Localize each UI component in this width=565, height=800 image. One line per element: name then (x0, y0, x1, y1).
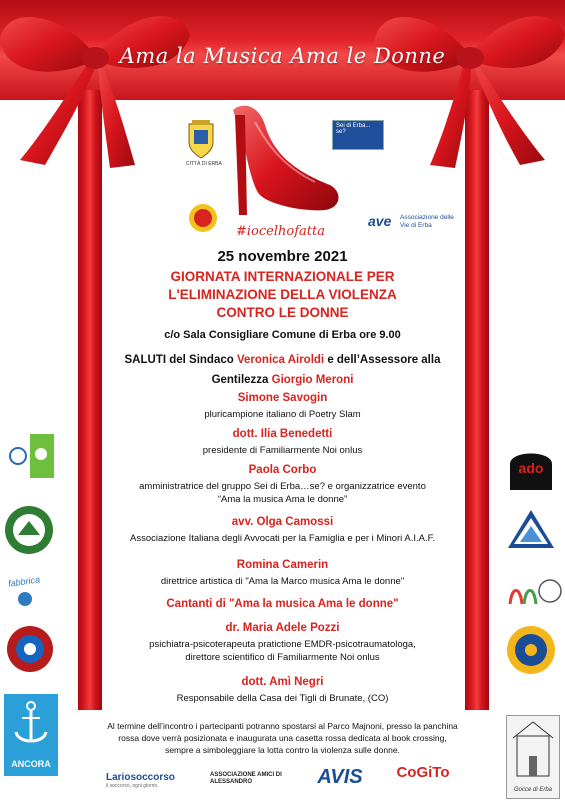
anchor-icon (4, 694, 58, 754)
lariosoccorso-label: Lariosoccorso (106, 772, 175, 783)
speaker-desc: pluricampione italiano di Poetry Slam (204, 409, 361, 420)
venue: c/o Sala Consigliare Comune di Erba ore 9.00 (164, 329, 401, 341)
speaker-8 (95, 676, 470, 705)
cogito-logo (388, 764, 458, 796)
speaker-name: avv. Olga Camossi (231, 516, 334, 528)
speaker-5 (95, 559, 470, 588)
badge-seal-icon (188, 203, 218, 233)
saluti-middle: e dell’Assessore alla (324, 354, 441, 366)
lariosoccorso-sub: il soccorso, ogni giorno. (106, 783, 159, 789)
citta-di-erba-crest-icon (186, 118, 216, 160)
sei-di-erba-label: Sei di Erba... se? (336, 123, 371, 135)
speaker-name: Paola Corbo (248, 464, 317, 476)
volontariato-logo-icon (6, 625, 54, 673)
citta-di-erba-label: CITTÀ DI ERBA (186, 161, 222, 167)
fabbrica-logo (8, 570, 48, 620)
fabbrica-label: fabbrica (7, 574, 41, 589)
speaker-name: Simone Savogin (237, 392, 328, 404)
saluti (95, 350, 470, 390)
speaker-desc: amministratrice del gruppo Sei di Erba…se? e organizzatrice evento (139, 481, 426, 492)
speaker-4 (95, 516, 470, 545)
ancora-label: ANCORA (11, 759, 51, 769)
headline-line-1: GIORNATA INTERNAZIONALE PER (170, 269, 395, 284)
sei-di-erba-logo (332, 120, 384, 150)
amici-label: ASSOCIAZIONE AMICI DI ALESSANDRO (210, 772, 282, 785)
lariosoccorso-logo (106, 766, 191, 796)
banner-title: Ama la Musica Ama le Donne (119, 44, 446, 68)
speaker-name: Cantanti di "Ama la musica Ama le donne" (166, 598, 399, 610)
speaker-desc: Associazione Italiana degli Avvocati per la Famiglia e per i Minori A.I.A.F. (129, 533, 436, 544)
building-icon (507, 716, 559, 782)
speaker-name: dr. Maria Adele Pozzi (225, 622, 340, 634)
bow-right-icon (375, 0, 565, 170)
speaker-desc: direttrice artistica di "Ama la Marco musica Ama le donne" (160, 576, 405, 587)
ado-logo (508, 440, 554, 492)
footnote: Al termine dell’incontro i partecipanti potranno spostarsi al Parco Majnoni, presso la panchina rossa dove verrà posizionata e inaugurata una casetta rossa dedicata al book crossing, sempre a simboleggiare la lotta contro la violenza sulle donne. (107, 721, 458, 755)
gocce-logo (506, 715, 560, 799)
speaker-2 (95, 428, 470, 457)
speaker-3 (95, 464, 470, 506)
ave-mark: ave (368, 213, 392, 229)
figures-logo-icon (506, 576, 564, 606)
headline (95, 268, 470, 322)
alpini-logo-icon (4, 505, 54, 555)
speaker-desc: presidente di Familiarmente Noi onlus (202, 445, 363, 456)
event-date: 25 novembre 2021 (217, 248, 348, 265)
headline-line-3: CONTRO LE DONNE (216, 305, 349, 320)
speaker-6 (95, 598, 470, 610)
speaker-desc-2: “Ama la musica Ama le donne” (217, 494, 348, 505)
gocce-label: Gocce di Erba (513, 787, 553, 793)
speaker-1 (95, 392, 470, 421)
fabbrica-mark (18, 592, 32, 606)
triangle-logo-icon (506, 508, 556, 550)
avis-logo (305, 766, 375, 796)
amici-logo (190, 772, 290, 796)
headline-line-2: L'ELIMINAZIONE DELLA VIOLENZA (168, 287, 397, 302)
ado-label: ado (518, 460, 544, 476)
speaker-name: Romina Camerin (236, 559, 329, 571)
bow-left-icon (0, 0, 190, 170)
speaker-desc: Responsabile della Casa dei Tigli di Brunate, (CO) (176, 693, 389, 704)
alpini-label: ANA (20, 537, 33, 543)
rotary-logo-icon (506, 625, 556, 675)
speaker-desc: psichiatra-psicoterapeuta pratictione EMDR-psicotraumatologa, (149, 639, 416, 650)
speaker-name: dott. Amì Negri (241, 676, 324, 688)
ancora-logo (4, 694, 58, 776)
cogito-label: CoGiTo (396, 764, 450, 781)
saluti-line2-prefix: Gentilezza (211, 374, 272, 386)
assessore-name: Giorgio Meroni (271, 374, 354, 386)
speaker-7 (95, 622, 470, 664)
speaker-desc-2: direttore scientifico di Familiarmente Noi onlus (185, 652, 380, 663)
saluti-prefix: SALUTI del Sindaco (124, 354, 237, 366)
red-shoe-icon (225, 100, 345, 222)
soroptimist-logo-icon (4, 432, 56, 482)
hashtag: #iocelhofatta (236, 224, 325, 239)
avis-label: AVIS (317, 766, 363, 788)
ave-label: Associazione delle Vie di Erba (400, 214, 454, 229)
speaker-name: dott. Ilia Benedetti (232, 428, 333, 440)
sindaco-name: Veronica Airoldi (236, 354, 325, 366)
